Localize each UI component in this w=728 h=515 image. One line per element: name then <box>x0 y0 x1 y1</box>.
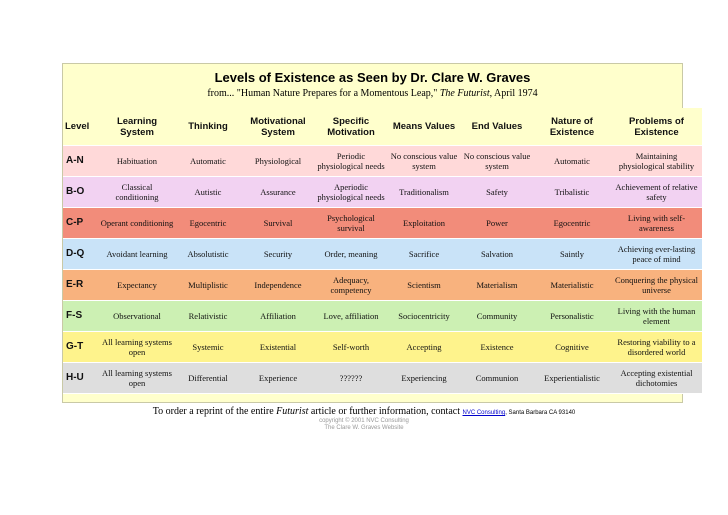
cell-end-values: Communion <box>461 363 533 394</box>
cell-problems-of-existence: Living with self-awareness <box>611 208 702 239</box>
cell-level: D-Q <box>63 239 99 270</box>
cell-level: H-U <box>63 363 99 394</box>
cell-level: F-S <box>63 301 99 332</box>
cell-end-values: Existence <box>461 332 533 363</box>
cell-nature-of-existence: Cognitive <box>533 332 611 363</box>
chart-subtitle <box>63 88 682 99</box>
header-nature-of-existence: Nature of Existence <box>533 108 611 146</box>
cell-thinking: Automatic <box>175 146 241 177</box>
cell-nature-of-existence: Saintly <box>533 239 611 270</box>
cell-specific-motivation: Order, meaning <box>315 239 387 270</box>
header-specific-motivation: Specific Motivation <box>315 108 387 146</box>
cell-thinking: Autistic <box>175 177 241 208</box>
cell-problems-of-existence: Restoring viability to a disordered world <box>611 332 702 363</box>
table-row <box>63 146 702 177</box>
cell-means-values: Experiencing <box>387 363 461 394</box>
cell-nature-of-existence: Personalistic <box>533 301 611 332</box>
cell-thinking: Multiplistic <box>175 270 241 301</box>
cell-problems-of-existence: Accepting existential dichotomies <box>611 363 702 394</box>
levels-table-body <box>63 146 702 394</box>
subtitle-journal: The Futurist <box>439 88 490 99</box>
cell-means-values: Scientism <box>387 270 461 301</box>
cell-means-values: Traditionalism <box>387 177 461 208</box>
table-row <box>63 177 702 208</box>
cell-means-values: Exploitation <box>387 208 461 239</box>
cell-specific-motivation: Adequacy, competency <box>315 270 387 301</box>
cell-nature-of-existence: Egocentric <box>533 208 611 239</box>
cell-learning-system: All learning systems open <box>99 332 175 363</box>
cell-learning-system: Operant conditioning <box>99 208 175 239</box>
cell-specific-motivation: Aperiodic physiological needs <box>315 177 387 208</box>
cell-problems-of-existence: Conquering the physical universe <box>611 270 702 301</box>
cell-end-values: Materialism <box>461 270 533 301</box>
cell-thinking: Relativistic <box>175 301 241 332</box>
table-row <box>63 270 702 301</box>
cell-thinking: Absolutistic <box>175 239 241 270</box>
cell-motivational-system: Independence <box>241 270 315 301</box>
cell-learning-system: Avoidant learning <box>99 239 175 270</box>
table-row <box>63 332 702 363</box>
chart-title: Levels of Existence as Seen by Dr. Clare W. Graves <box>214 70 531 85</box>
subtitle-prefix: from... "Human Nature Prepares for a Momentous Leap," <box>207 88 440 99</box>
cell-motivational-system: Survival <box>241 208 315 239</box>
cell-motivational-system: Physiological <box>241 146 315 177</box>
cell-motivational-system: Assurance <box>241 177 315 208</box>
header-row <box>63 108 702 146</box>
cell-learning-system: Expectancy <box>99 270 175 301</box>
cell-thinking: Differential <box>175 363 241 394</box>
footer-journal: Futurist <box>276 406 309 417</box>
nvc-consulting-link[interactable]: NVC Consulting <box>462 410 506 416</box>
cell-problems-of-existence: Achieving ever-lasting peace of mind <box>611 239 702 270</box>
header-learning-system: Learning System <box>99 108 175 146</box>
cell-specific-motivation: Love, affiliation <box>315 301 387 332</box>
header-level: Level <box>63 108 99 146</box>
cell-nature-of-existence: Automatic <box>533 146 611 177</box>
cell-level: A-N <box>63 146 99 177</box>
cell-learning-system: Habituation <box>99 146 175 177</box>
cell-learning-system: Classical conditioning <box>99 177 175 208</box>
cell-means-values: Sociocentricity <box>387 301 461 332</box>
cell-nature-of-existence: Experientialistic <box>533 363 611 394</box>
cell-level: C-P <box>63 208 99 239</box>
cell-motivational-system: Experience <box>241 363 315 394</box>
cell-end-values: Salvation <box>461 239 533 270</box>
cell-specific-motivation: ?????? <box>315 363 387 394</box>
cell-problems-of-existence: Maintaining physiological stability <box>611 146 702 177</box>
footer-middle: article or further information, contact <box>308 406 463 417</box>
table-row <box>63 301 702 332</box>
cell-level: G-T <box>63 332 99 363</box>
levels-table <box>63 108 702 394</box>
cell-motivational-system: Security <box>241 239 315 270</box>
header-thinking: Thinking <box>175 108 241 146</box>
cell-specific-motivation: Self-worth <box>315 332 387 363</box>
cell-specific-motivation: Psychological survival <box>315 208 387 239</box>
cell-end-values: No conscious value system <box>461 146 533 177</box>
cell-thinking: Egocentric <box>175 208 241 239</box>
footer-order-line <box>0 406 728 417</box>
header-motivational-system: Motivational System <box>241 108 315 146</box>
cell-nature-of-existence: Tribalistic <box>533 177 611 208</box>
cell-problems-of-existence: Living with the human element <box>611 301 702 332</box>
cell-means-values: No conscious value system <box>387 146 461 177</box>
cell-end-values: Power <box>461 208 533 239</box>
cell-problems-of-existence: Achievement of relative safety <box>611 177 702 208</box>
cell-motivational-system: Affiliation <box>241 301 315 332</box>
table-row <box>63 239 702 270</box>
cell-motivational-system: Existential <box>241 332 315 363</box>
header-problems-of-existence: Problems of Existence <box>611 108 702 146</box>
website-text: The Clare W. Graves Website <box>324 425 404 431</box>
cell-learning-system: All learning systems open <box>99 363 175 394</box>
cell-nature-of-existence: Materialistic <box>533 270 611 301</box>
graves-levels-chart <box>62 63 699 403</box>
cell-level: E-R <box>63 270 99 301</box>
cell-end-values: Safety <box>461 177 533 208</box>
cell-end-values: Community <box>461 301 533 332</box>
footer-prefix: To order a reprint of the entire <box>152 406 277 417</box>
table-row <box>63 363 702 394</box>
cell-level: B-O <box>63 177 99 208</box>
cell-specific-motivation: Periodic physiological needs <box>315 146 387 177</box>
header-end-values: End Values <box>461 108 533 146</box>
header-means-values: Means Values <box>387 108 461 146</box>
cell-learning-system: Observational <box>99 301 175 332</box>
cell-thinking: Systemic <box>175 332 241 363</box>
cell-means-values: Accepting <box>387 332 461 363</box>
cell-means-values: Sacrifice <box>387 239 461 270</box>
table-row <box>63 208 702 239</box>
copyright-text: copyright © 2001 NVC Consulting <box>319 418 409 424</box>
footer-address: , Santa Barbara CA 93140 <box>505 410 576 416</box>
subtitle-suffix: , April 1974 <box>489 88 538 99</box>
